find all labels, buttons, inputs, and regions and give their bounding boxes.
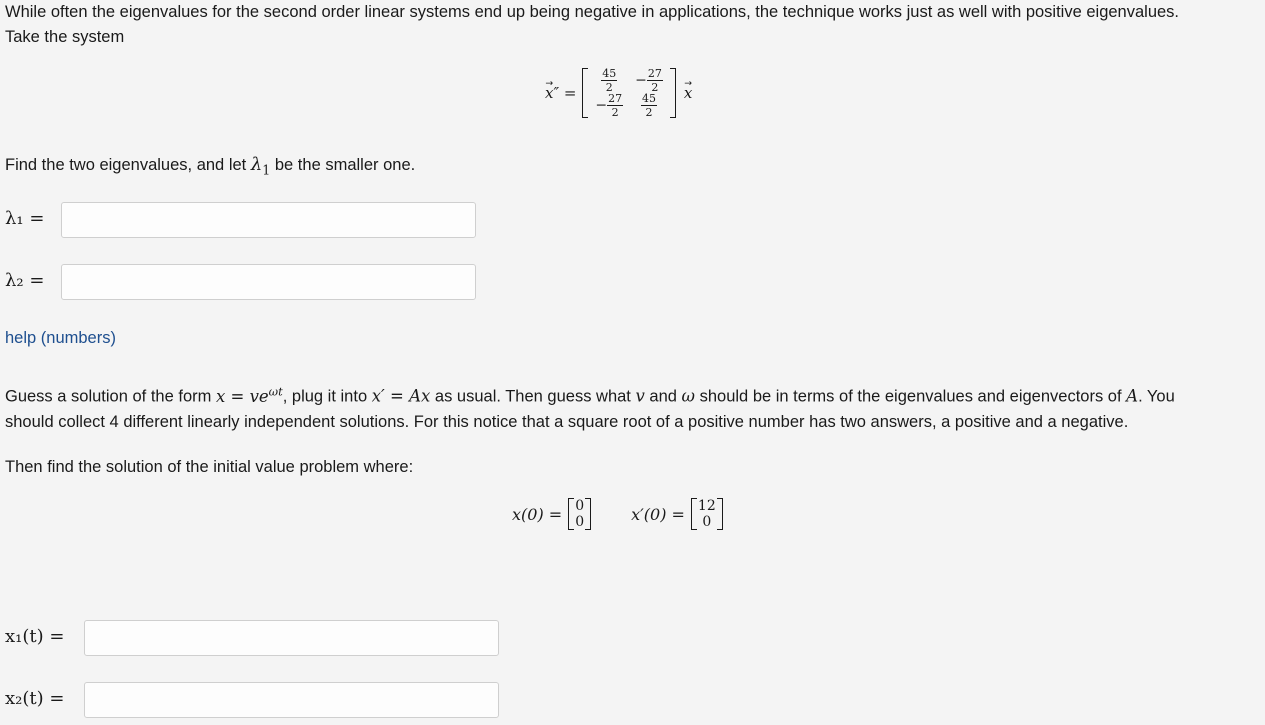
xp0-vector: 12 0 xyxy=(691,498,723,530)
guess-line-1: Guess a solution of the form $x = ve^{\omega t}$, plug it into x′ = Ax as usual. Then guess what v and ω should be in terms of the eigenvalues and eigenvectors of A. You xyxy=(5,384,1175,406)
guess-paragraph xyxy=(5,379,1260,435)
intro-text xyxy=(5,0,1260,50)
initial-conditions xyxy=(512,498,723,530)
intro-line-2: Take the system xyxy=(5,28,125,46)
a22: $\frac{45}{2}$ xyxy=(642,92,657,119)
lambda2-label: λ₂ = xyxy=(5,270,45,291)
guess-line-2: should collect 4 different linearly independent solutions. For this notice that a square root of a positive number has two answers, a positive and a negative. xyxy=(5,412,1129,431)
system-lhs: → x″ = xyxy=(545,84,576,102)
x2-input[interactable] xyxy=(84,682,499,718)
system-rhs-var: → x xyxy=(684,84,692,102)
xp0-label: x′(0) = xyxy=(631,504,685,524)
system-matrix: $\frac{45}{2}$ − $\frac{27}{2}$ − $\frac{27}{2}$ $\frac{45}{2}$ xyxy=(582,68,675,118)
intro-line-1: While often the eigenvalues for the second order linear systems end up being negative in applications, the technique works just as well with positive eigenvalues. xyxy=(5,3,1180,21)
help-numbers-link[interactable]: help (numbers) xyxy=(5,329,116,347)
x1-label: x₁(t) = xyxy=(5,626,65,647)
a11: $\frac{45}{2}$ xyxy=(602,67,617,94)
x1-input[interactable] xyxy=(84,620,499,656)
guess-equation: x′ = Ax xyxy=(371,386,431,406)
lambda2-input[interactable] xyxy=(61,264,476,300)
lambda1-label: λ₁ = xyxy=(5,208,45,229)
guess-form: $x = ve^{\omega t}$ xyxy=(215,384,283,406)
then-text: Then find the solution of the initial value problem where: xyxy=(5,458,414,476)
system-equation xyxy=(545,68,692,118)
find-eigenvalues-text: Find the two eigenvalues, and let $\lambda_1$ be the smaller one. xyxy=(5,154,416,178)
a21: $\frac{27}{2}$ xyxy=(608,92,623,119)
a12: $\frac{27}{2}$ xyxy=(647,67,662,94)
x0-label: x(0) = xyxy=(512,504,563,524)
x0-vector: 0 0 xyxy=(568,498,591,530)
x2-label: x₂(t) = xyxy=(5,688,65,709)
lambda1-input[interactable] xyxy=(61,202,476,238)
